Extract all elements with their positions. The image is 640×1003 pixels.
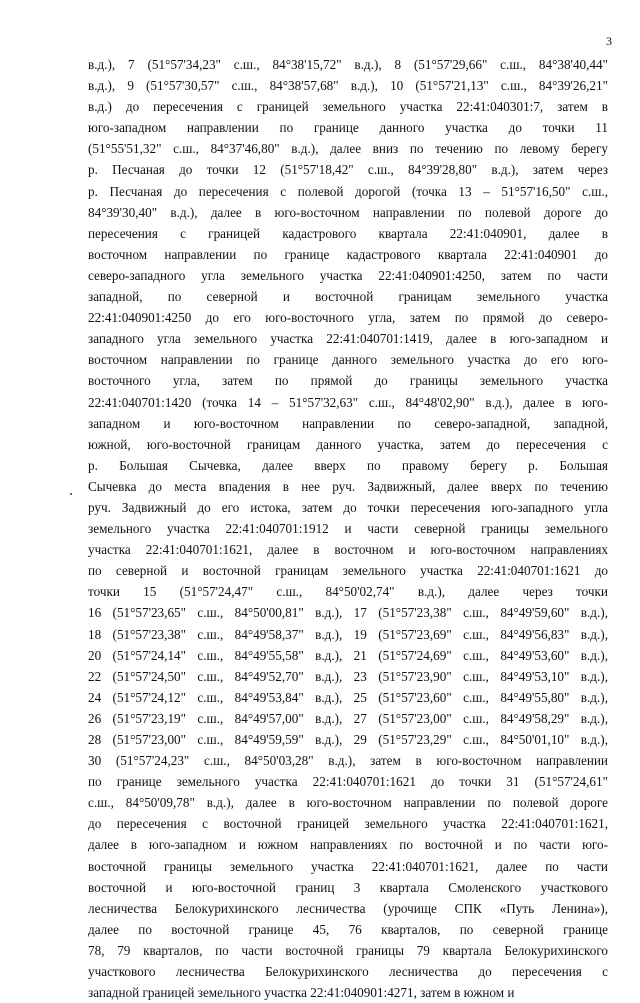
text-line: руч. Задвижный до его истока, затем до точки пересечения юго-западного угла [88,499,608,515]
text-line: пересечения с границей кадастрового квартала 22:41:040901, далее в [88,225,608,241]
text-line: в.д.) до пересечения с границей земельного участка 22:41:040301:7, затем в [88,99,608,115]
text-line: 78, 79 кварталов, по части восточной границы 79 квартала Белокурихинского [88,942,608,958]
text-line: 30 (51°57'24,23" с.ш., 84°50'03,28" в.д.), затем в юго-восточном направлении [88,753,608,769]
text-line: (51°55'51,32" с.ш., 84°37'46,80" в.д.), далее вниз по течению по левому берегу [88,141,608,157]
text-line: лесничества Белокурихинского лесничества (урочище СПК «Путь Ленина»), [88,900,608,916]
text-line: южной, юго-восточной границам данного участка, затем до пересечения с [88,436,608,452]
text-line: Сычевка до места впадения в нее руч. Задвижный, далее вверх по течению [88,478,608,494]
text-line: далее по восточной границе 45, 76 кварталов, по северной границе [88,921,608,937]
text-line: по северной и восточной границам земельного участка 22:41:040701:1621 до [88,563,608,579]
text-line: 20 (51°57'24,14" с.ш., 84°49'55,58" в.д.), 21 (51°57'24,69" с.ш., 84°49'53,60" в.д.), [88,647,608,663]
text-line: восточного угла, затем по прямой до границы земельного участка [88,373,608,389]
text-line: восточной границы земельного участка 22:41:040701:1621, далее по части [88,858,608,874]
text-line: участкового лесничества Белокурихинского лесничества до пересечения с [88,964,608,980]
text-line: 22 (51°57'24,50" с.ш., 84°49'52,70" в.д.), 23 (51°57'23,90" с.ш., 84°49'53,10" в.д.), [88,668,608,684]
text-line: р. Песчаная до точки 12 (51°57'18,42" с.ш., 84°39'28,80" в.д.), затем через [88,162,608,178]
text-line: с.ш., 84°50'09,78" в.д.), далее в юго-восточном направлении по полевой дороге [88,795,608,811]
text-line: участка 22:41:040701:1621, далее в восточном и юго-восточном направлениях [88,542,608,558]
text-line: северо-западного угла земельного участка 22:41:040901:4250, затем по части [88,267,608,283]
text-line: земельного участка 22:41:040701:1912 и части северной границы земельного [88,521,608,537]
text-line: западной, по северной и восточной границам земельного участка [88,289,608,305]
text-line: в.д.), 9 (51°57'30,57" с.ш., 84°38'57,68" в.д.), 10 (51°57'21,13" с.ш., 84°39'26,21" [88,78,608,94]
text-line: западной границей земельного участка 22:41:040901:4271, затем в южном и [88,985,515,1001]
text-line: западного угла земельного участка 22:41:040701:1419, далее в юго-западном и [88,331,608,347]
text-line: 24 (51°57'24,12" с.ш., 84°49'53,84" в.д.), 25 (51°57'23,60" с.ш., 84°49'55,80" в.д.), [88,689,608,705]
text-line: р. Песчаная до пересечения с полевой дорогой (точка 13 – 51°57'16,50" с.ш., [88,183,608,199]
text-line: до пересечения с восточной границей земельного участка 22:41:040701:1621, [88,816,608,832]
text-line: далее в юго-западном и южном направлениях по восточной и по части юго- [88,837,608,853]
page-number: 3 [606,34,612,48]
text-line: 16 (51°57'23,65" с.ш., 84°50'00,81" в.д.), 17 (51°57'23,38" с.ш., 84°49'59,60" в.д.), [88,605,608,621]
text-line: восточном направлении по границе кадастрового квартала 22:41:040901 до [88,246,608,262]
text-line: р. Большая Сычевка, далее вверх по правому берегу р. Большая [88,457,608,473]
text-line: в.д.), 7 (51°57'34,23" с.ш., 84°38'15,72" в.д.), 8 (51°57'29,66" с.ш., 84°38'40,44" [88,57,608,72]
margin-dot [70,493,72,495]
text-line: по границе земельного участка 22:41:040701:1621 до точки 31 (51°57'24,61" [88,774,608,790]
text-line: 26 (51°57'23,19" с.ш., 84°49'57,00" в.д.), 27 (51°57'23,00" с.ш., 84°49'58,29" в.д.), [88,710,608,726]
text-line: 22:41:040901:4250 до его юго-восточного угла, затем по прямой до северо- [88,310,608,326]
text-line: 28 (51°57'23,00" с.ш., 84°49'59,59" в.д.), 29 (51°57'23,29" с.ш., 84°50'01,10" в.д.), [88,732,608,747]
text-line: 84°39'30,40" в.д.), далее в юго-восточном направлении по полевой дороге до [88,204,608,220]
body-text [88,54,608,1003]
text-line: 22:41:040701:1420 (точка 14 – 51°57'32,63" с.ш., 84°48'02,90" в.д.), далее в юго- [88,394,608,410]
text-line: точки 15 (51°57'24,47" с.ш., 84°50'02,74" в.д.), далее через точки [88,584,608,600]
text-line: западном и юго-восточном направлении по северо-западной, западной, [88,415,608,431]
text-line: восточном направлении по границе данного земельного участка до его юго- [88,352,608,368]
text-line: восточной и юго-восточной границ 3 квартала Смоленского участкового [88,879,608,895]
text-line: юго-западном направлении по границе данного участка до точки 11 [88,120,608,136]
text-line: 18 (51°57'23,38" с.ш., 84°49'58,37" в.д.), 19 (51°57'23,69" с.ш., 84°49'56,83" в.д.), [88,626,608,642]
